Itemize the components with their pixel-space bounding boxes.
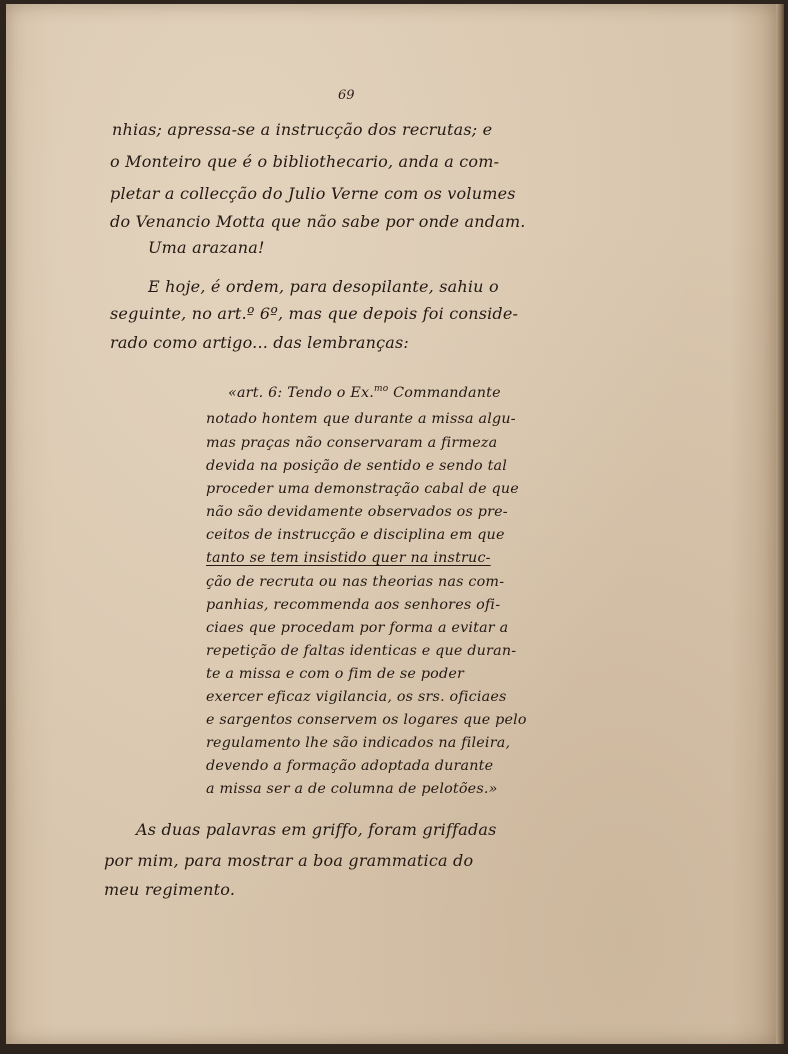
quote-line-1-end: Commandante xyxy=(388,384,501,401)
quote-line-18: a missa ser a de columna de pelotões.» xyxy=(206,781,498,797)
quote-line-7: ceitos de instrucção e disciplina em que xyxy=(206,527,505,543)
paragraph-3-line-1: As duas palavras em griffo, foram griffadas xyxy=(136,820,497,839)
quote-line-5: proceder uma demonstração cabal de que xyxy=(206,481,519,497)
quote-line-6: não são devidamente observados os pre- xyxy=(206,504,508,520)
quote-line-3: mas praças não conservaram a firmeza xyxy=(206,435,498,451)
paragraph-3-line-3: meu regimento. xyxy=(104,880,236,899)
quote-line-2: notado hontem que durante a missa algu- xyxy=(206,411,516,427)
quote-line-8: tanto se tem insistido quer na instruc- xyxy=(206,550,491,566)
paragraph-1-line-4: do Venancio Motta que não sabe por onde andam. xyxy=(110,212,526,231)
quote-line-1 xyxy=(228,384,501,401)
quote-line-17: devendo a formação adoptada durante xyxy=(206,758,494,774)
quote-line-13: te a missa e com o fim de se poder xyxy=(206,666,465,682)
quote-line-14: exercer eficaz vigilancia, os srs. oficiaes xyxy=(206,689,507,705)
paragraph-3-line-2: por mim, para mostrar a boa grammatica do xyxy=(104,851,474,870)
page-number: 69 xyxy=(338,88,355,103)
quote-line-9: ção de recruta ou nas theorias nas com- xyxy=(206,574,505,590)
quote-line-1-start: «art. 6: Tendo o Ex. xyxy=(228,384,374,401)
quote-line-12: repetição de faltas identicas e que duran- xyxy=(206,643,517,659)
quote-line-15: e sargentos conservem os logares que pelo xyxy=(206,712,527,728)
paragraph-1-line-1: nhias; apressa-se a instrucção dos recrutas; e xyxy=(112,120,493,139)
paragraph-1-line-2: o Monteiro que é o bibliothecario, anda a com- xyxy=(110,152,500,171)
quote-line-11: ciaes que procedam por forma a evitar a xyxy=(206,620,509,636)
quote-line-16: regulamento lhe são indicados na fileira, xyxy=(206,735,511,751)
page-edge xyxy=(776,4,784,1044)
paragraph-2-line-1: E hoje, é ordem, para desopilante, sahiu o xyxy=(148,277,499,296)
paragraph-1-line-5: Uma arazana! xyxy=(148,238,265,257)
paragraph-2-line-2: seguinte, no art.º 6º, mas que depois foi conside- xyxy=(110,304,519,323)
paragraph-1-line-3: pletar a collecção do Julio Verne com os volumes xyxy=(110,184,516,203)
quote-line-1-superscript: mo xyxy=(374,384,389,394)
paragraph-2-line-3: rado como artigo... das lembranças: xyxy=(110,333,409,352)
quote-line-10: panhias, recommenda aos senhores ofi- xyxy=(206,597,501,613)
quote-line-4: devida na posição de sentido e sendo tal xyxy=(206,458,508,474)
